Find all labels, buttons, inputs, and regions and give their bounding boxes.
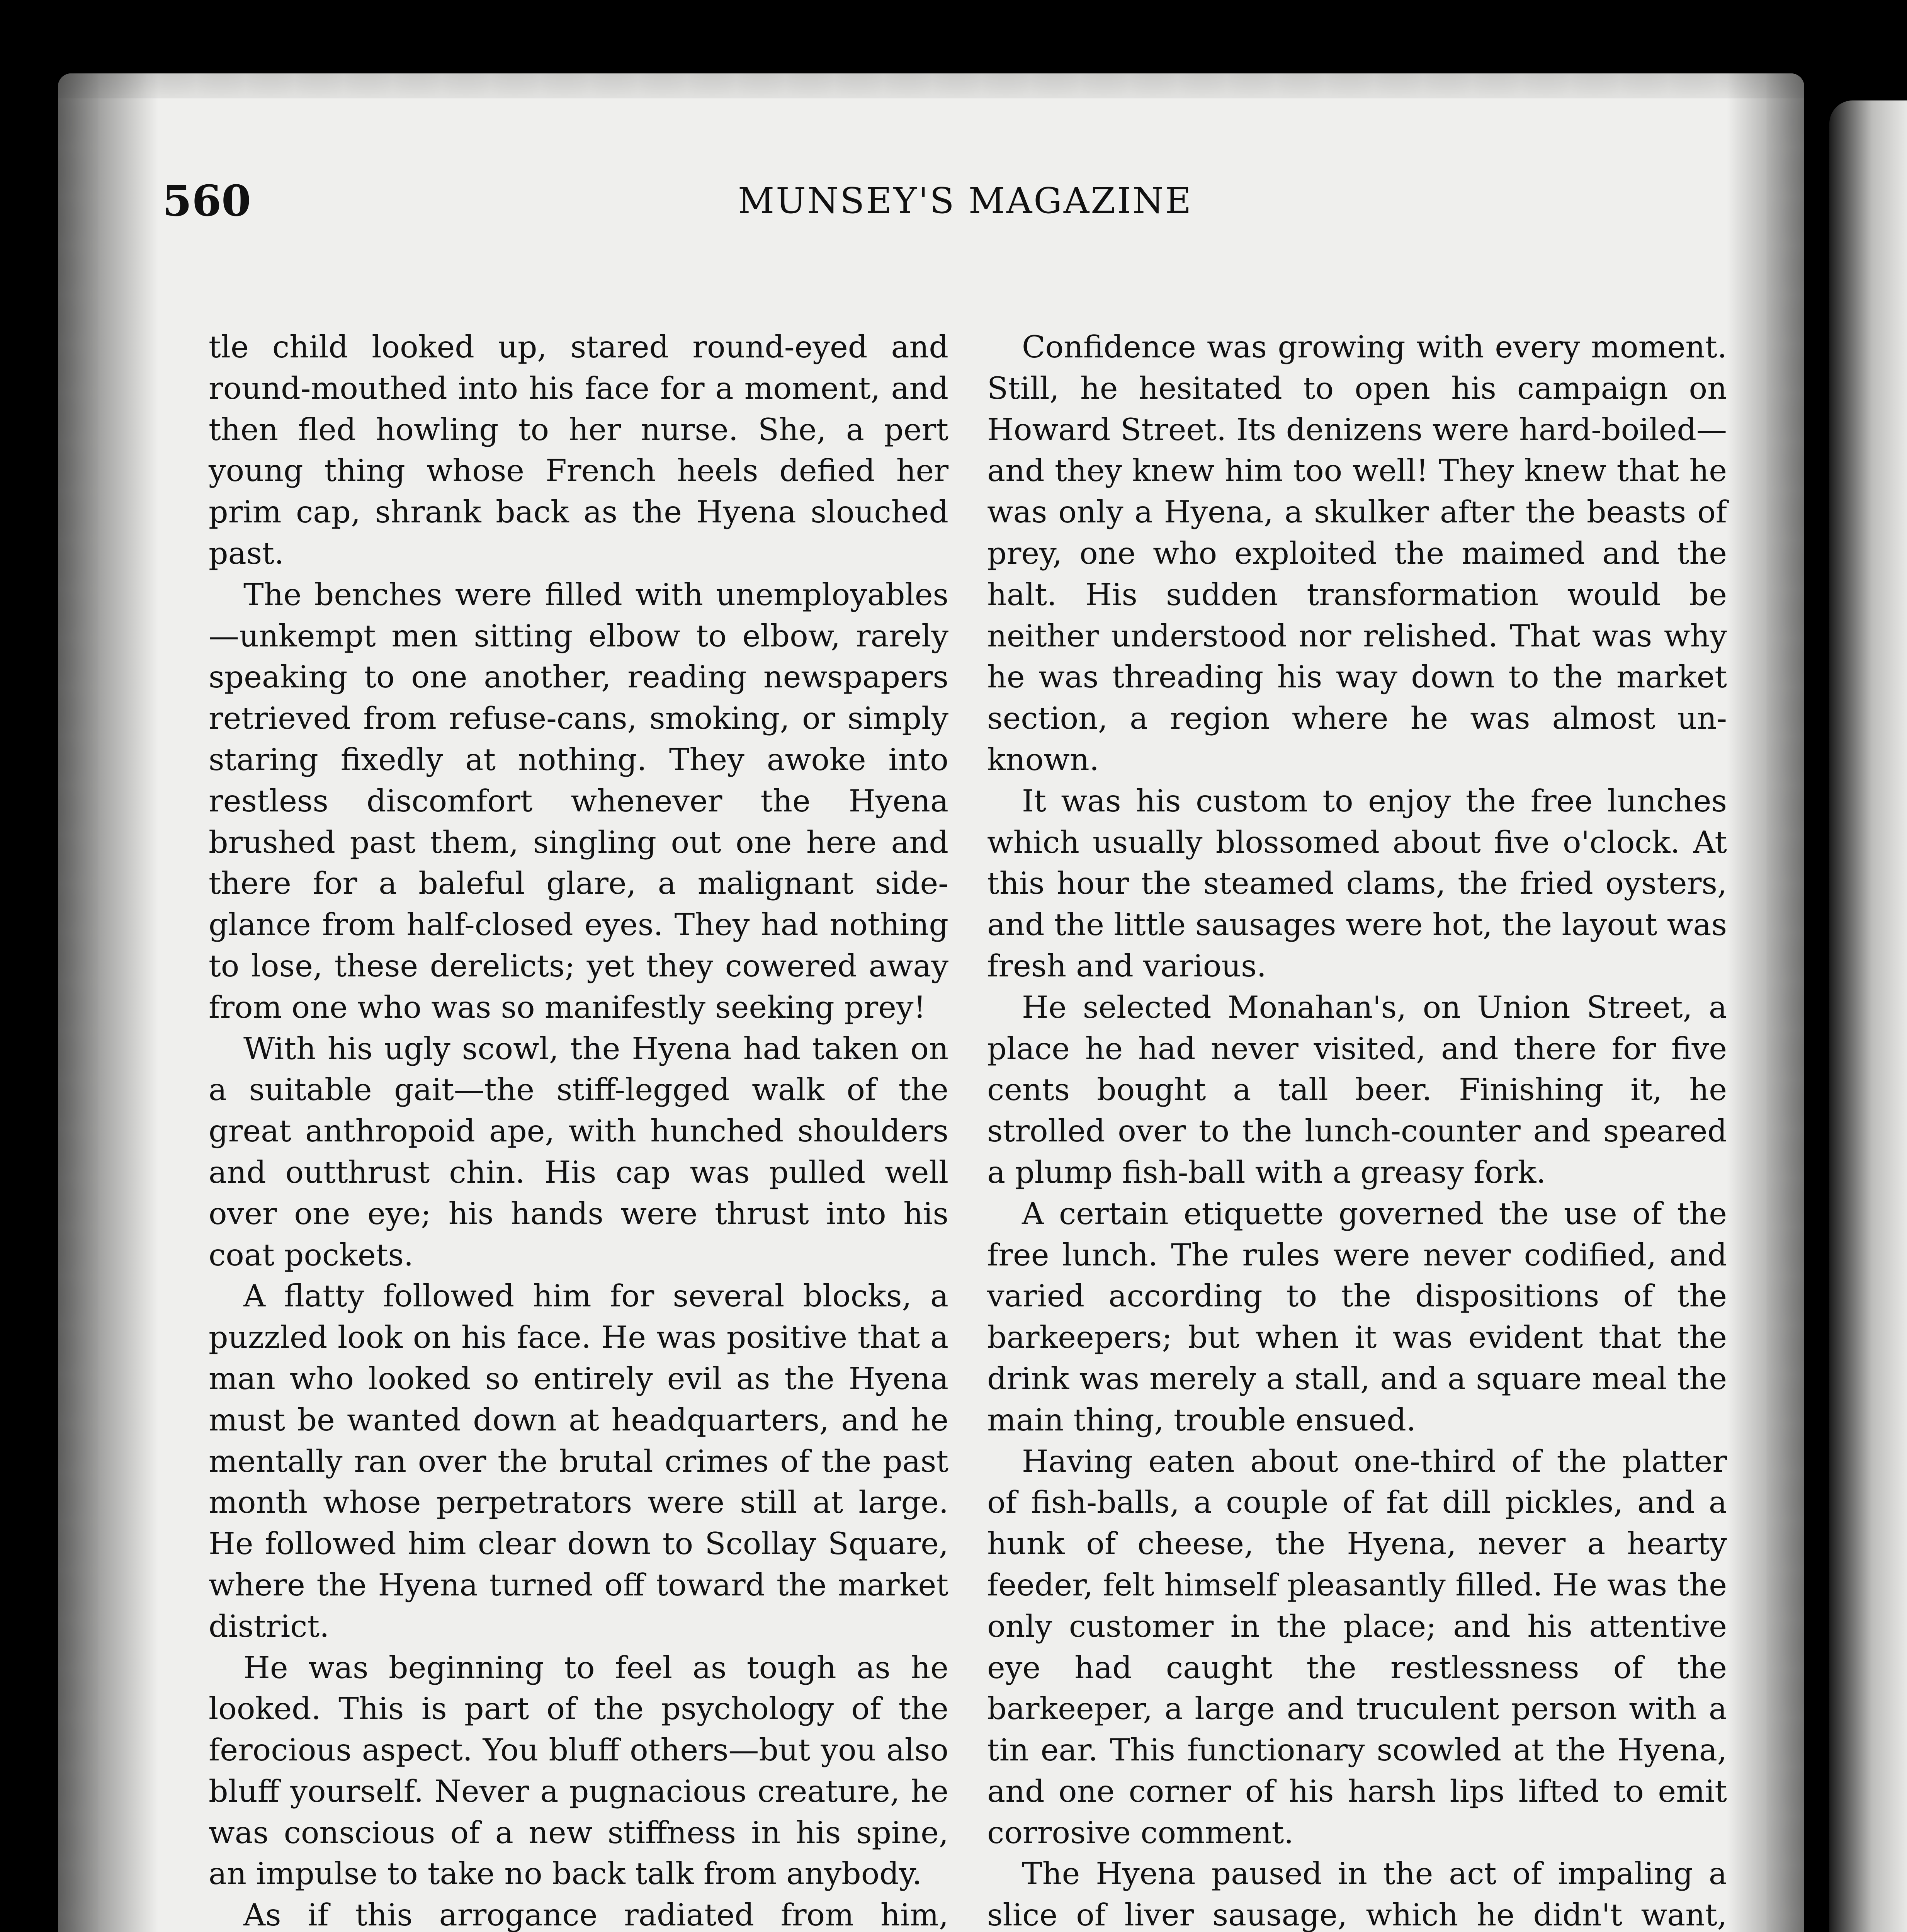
paragraph: As if this arrogance radiated from him, [243,1897,948,1932]
paragraph: Having eaten about one-third of the platter of fish-balls, a couple of fat dill pickles, and a hunk of cheese, the Hyena, never a hearty feeder, felt himself pleasantly filled. He was the only customer in the place; and his attentive eye had caught the restlessness of the barkeeper, a large and truculent person with a tin ear. This functionary scowled at the Hyena, and one corner of his harsh lips lifted to emit corrosive comment. [987,1443,1727,1850]
paragraph: He selected Monahan's, on Union Street, a place he had never visited, and there for five cents bought a tall beer. Finishing it, he strolled over to the lunch-counter and speared a plump fish-ball with a greasy fork. [987,989,1727,1190]
paragraph: Confidence was growing with every moment. Still, he hesitated to open his campaign on Howard Street. Its denizens were hard-boiled—and they knew him too well! They knew that he was only a Hyena, a skulker after the beasts of prey, one who exploited the maimed and the halt. His sudden transformation would be neither understood nor relished. That was why he was threading his way down to the market section, a region where he was almost unknown. [987,329,1727,777]
text-column-right [987,327,1727,1932]
paragraph: The benches were filled with unemployables—unkempt men sitting elbow to elbow, rarely speaking to one another, reading newspapers retrieved from refuse-cans, smoking, or simply staring fixedly at nothing. They awoke into restless discomfort whenever the Hyena brushed past them, singling out one here and there for a baleful glare, a malignant side-glance from half-closed eyes. They had nothing to lose, these derelicts; yet they cowered away from one who was so manifestly seeking prey! [209,577,948,1025]
paragraph: A flatty followed him for several blocks, a puzzled look on his face. He was positive that a man who looked so entirely evil as the Hyena must be wanted down at headquarters, and he mentally ran over the brutal crimes of the past month whose perpetrators were still at large. He followed him clear down to Scollay Square, where the Hyena turned off toward the market district. [209,1278,948,1644]
next-page-edge [1829,100,1907,1932]
paragraph: It was his custom to enjoy the free lunches which usually blossomed about five o'clock. At this hour the steamed clams, the fried oysters, and the little sausages were hot, the layout was fresh and various. [987,783,1727,984]
paragraph: With his ugly scowl, the Hyena had taken on a suitable gait—the stiff-legged walk of the great anthropoid ape, with hunched shoulders and outthrust chin. His cap was pulled well over one eye; his hands were thrust into his coat pockets. [209,1031,948,1273]
page-header [162,162,1202,240]
page-number: 560 [162,176,251,226]
page-gutter-shadow [58,73,158,1932]
paragraph: A certain etiquette governed the use of the free lunch. The rules were never codified, and varied according to the dispositions of the barkeepers; but when it was evident that the drink was merely a stall, and a square meal the main thing, trouble ensued. [987,1196,1727,1438]
running-title: MUNSEY'S MAGAZINE [738,180,1193,221]
page-edge-shadow [1727,73,1804,1932]
paragraph: The Hyena paused in the act of impaling a slice of liver sausage, which he didn't want, [987,1856,1727,1932]
paragraph: He was beginning to feel as tough as he looked. This is part of the psychology of the ferocious aspect. You bluff others—but you also bluff yourself. Never a pugnacious creature, he was conscious of a new stiffness in his spine, an impulse to take no back talk from anybody. [209,1650,948,1892]
text-column-left [209,327,948,1932]
paragraph: tle child looked up, stared round-eyed and round-mouthed into his face for a moment, and then fled howling to her nurse. She, a pert young thing whose French heels defied her prim cap, shrank back as the Hyena slouched past. [209,329,948,571]
